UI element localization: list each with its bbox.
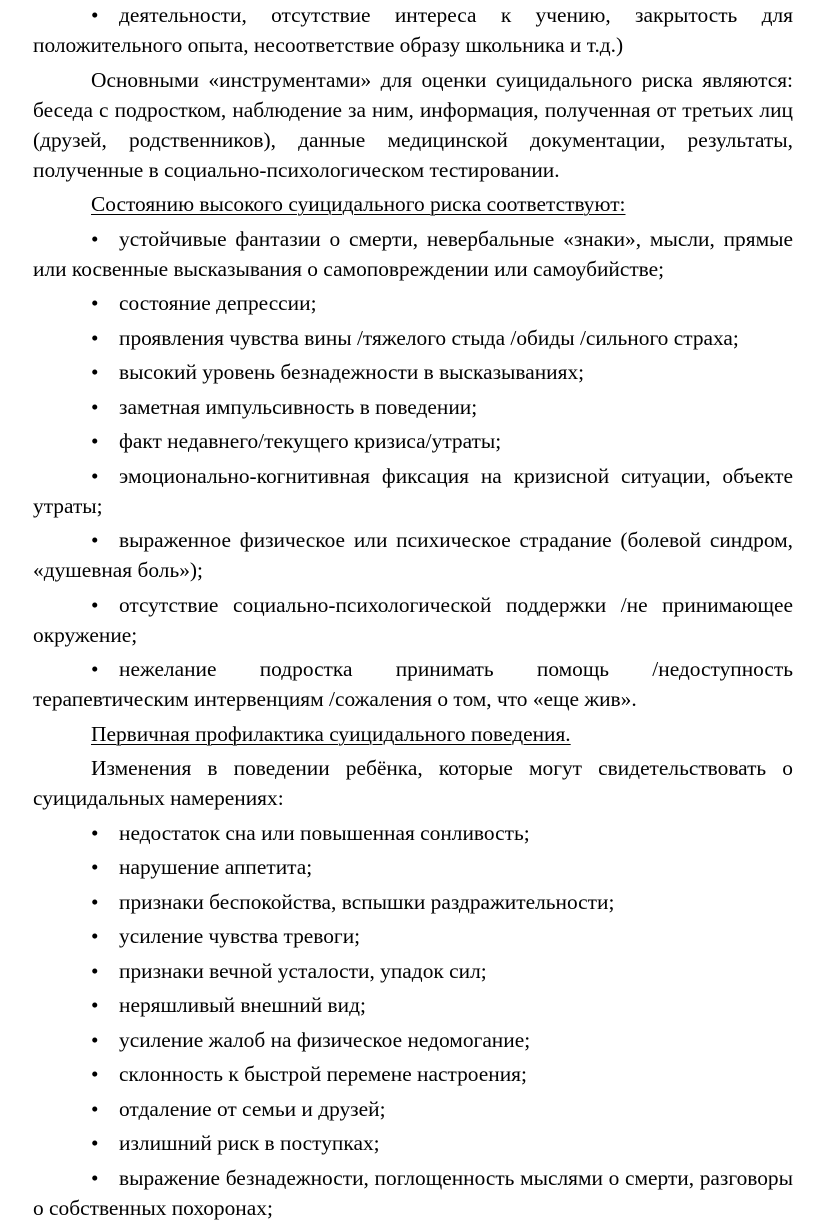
bullet-icon: • bbox=[91, 855, 99, 879]
changes-list bbox=[33, 818, 793, 1223]
prevention-heading-text: Первичная профилактика суицидального поведения. bbox=[91, 721, 571, 746]
list-item bbox=[33, 323, 793, 353]
bullet-icon: • bbox=[91, 1062, 99, 1086]
bullet-icon: • bbox=[91, 1165, 99, 1190]
bullet-icon: • bbox=[91, 3, 99, 27]
list-item bbox=[33, 818, 793, 848]
list-item-text: эмоционально-когнитивная фиксация на кризисной ситуации, объекте утраты; bbox=[33, 463, 793, 518]
continuation-text: деятельности, отсутствие интереса к учению, закрытость для положительного опыта, несоответствие образу школьника и т.д.) bbox=[33, 3, 793, 57]
list-item bbox=[33, 956, 793, 986]
bullet-icon: • bbox=[91, 592, 99, 617]
list-item bbox=[33, 525, 793, 585]
list-item bbox=[33, 357, 793, 387]
list-item-text: признаки беспокойства, вспышки раздражительности; bbox=[119, 889, 615, 914]
bullet-icon: • bbox=[91, 394, 99, 419]
list-item bbox=[33, 590, 793, 650]
list-item-text: склонность к быстрой перемене настроения; bbox=[119, 1062, 527, 1086]
list-item-text: проявления чувства вины /тяжелого стыда /обиды /сильного страха; bbox=[119, 325, 739, 350]
list-item bbox=[33, 1059, 793, 1089]
list-item bbox=[33, 426, 793, 456]
document-page bbox=[33, 0, 793, 1223]
list-item bbox=[33, 392, 793, 422]
bullet-icon: • bbox=[91, 325, 99, 350]
list-item-text: выражение безнадежности, поглощенность мыслями о смерти, разговоры о собственных похоронах; bbox=[33, 1165, 793, 1220]
bullet-icon: • bbox=[91, 463, 99, 488]
bullet-icon: • bbox=[91, 1027, 99, 1052]
list-item bbox=[33, 1094, 793, 1124]
list-item-text: неряшливый внешний вид; bbox=[119, 993, 366, 1017]
bullet-icon: • bbox=[91, 820, 99, 845]
bullet-icon: • bbox=[91, 889, 99, 914]
bullet-icon: • bbox=[91, 1131, 99, 1155]
bullet-icon: • bbox=[91, 528, 99, 552]
list-item bbox=[33, 461, 793, 521]
list-item bbox=[33, 887, 793, 917]
list-item-text: устойчивые фантазии о смерти, невербальные «знаки», мысли, прямые или косвенные высказывания о самоповреждении или самоубийстве; bbox=[33, 226, 793, 281]
list-item-text: недостаток сна или повышенная сонливость; bbox=[119, 820, 530, 845]
list-item-text: усиление чувства тревоги; bbox=[119, 924, 361, 948]
list-item-text: высокий уровень безнадежности в высказываниях; bbox=[119, 360, 585, 384]
high-risk-heading bbox=[33, 189, 793, 219]
list-item-text: состояние депрессии; bbox=[119, 291, 317, 315]
list-item-text: факт недавнего/текущего кризиса/утраты; bbox=[119, 429, 502, 453]
list-item-text: нарушение аппетита; bbox=[119, 855, 313, 879]
list-item-text: отсутствие социально-психологической поддержки /не принимающее окружение; bbox=[33, 592, 793, 647]
prevention-heading bbox=[33, 719, 793, 749]
list-item bbox=[33, 852, 793, 882]
high-risk-list bbox=[33, 224, 793, 715]
list-item bbox=[33, 288, 793, 318]
bullet-icon: • bbox=[91, 1096, 99, 1121]
bullet-icon: • bbox=[91, 291, 99, 315]
list-item-text: нежелание подростка принимать помощь /недоступность терапевтическим интервенциям /сожаления о том, что «еще жив». bbox=[33, 657, 793, 711]
list-item-text: заметная импульсивность в поведении; bbox=[119, 394, 478, 419]
list-item-text: излишний риск в поступках; bbox=[119, 1131, 380, 1155]
list-item bbox=[33, 1128, 793, 1158]
intro-paragraph: Основными «инструментами» для оценки суицидального риска являются: беседа с подростком, наблюдение за ним, информация, полученная от третьих лиц (друзей, родственников), данные медицинской документации, результаты, полученные в социально-психологическом тестировании. bbox=[33, 67, 793, 182]
high-risk-heading-text: Состоянию высокого суицидального риска соответствуют: bbox=[91, 192, 626, 216]
list-item bbox=[33, 654, 793, 714]
list-item-text: признаки вечной усталости, упадок сил; bbox=[119, 958, 487, 983]
bullet-icon: • bbox=[91, 924, 99, 948]
bullet-icon: • bbox=[91, 226, 99, 251]
bullet-icon: • bbox=[91, 993, 99, 1017]
bullet-icon: • bbox=[91, 657, 99, 681]
bullet-icon: • bbox=[91, 429, 99, 453]
bullet-icon: • bbox=[91, 360, 99, 384]
list-item bbox=[33, 1163, 793, 1223]
continuation-bullet bbox=[33, 0, 793, 60]
list-item bbox=[33, 990, 793, 1020]
list-item-text: выраженное физическое или психическое страдание (болевой синдром, «душевная боль»); bbox=[33, 528, 793, 582]
bullet-icon: • bbox=[91, 958, 99, 983]
list-item bbox=[33, 1025, 793, 1055]
list-item-text: отдаление от семьи и друзей; bbox=[119, 1096, 386, 1121]
list-item bbox=[33, 224, 793, 284]
changes-paragraph: Изменения в поведении ребёнка, которые могут свидетельствовать о суицидальных намерениях: bbox=[33, 756, 793, 810]
list-item-text: усиление жалоб на физическое недомогание; bbox=[119, 1027, 531, 1052]
list-item bbox=[33, 921, 793, 951]
